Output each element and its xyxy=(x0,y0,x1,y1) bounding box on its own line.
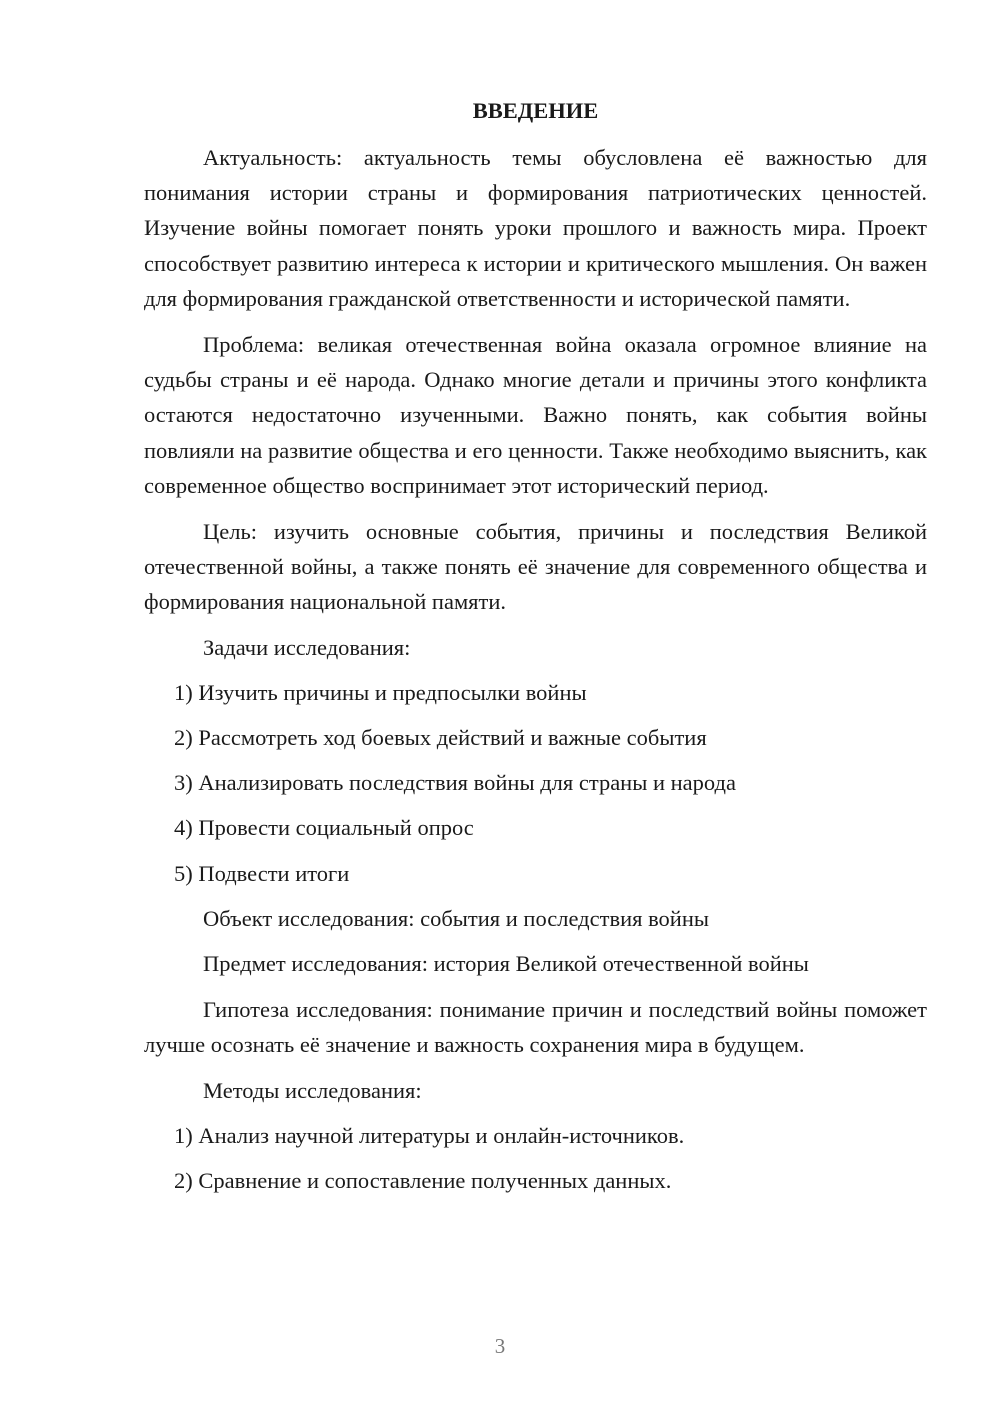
paragraph-goal: Цель: изучить основные события, причины и последствия Великой отечественной войны, а также понять её значение для современного общества и формирования национальной памяти. xyxy=(144,519,927,615)
list-item: 1) Анализ научной литературы и онлайн-источников. xyxy=(174,1122,685,1148)
list-item: 3) Анализировать последствия войны для страны и народа xyxy=(174,770,736,796)
paragraph-subject: Предмет исследования: история Великой отечественной войны xyxy=(203,950,809,976)
list-item: 2) Рассмотреть ход боевых действий и важные события xyxy=(174,725,707,751)
paragraph-problem: Проблема: великая отечественная война оказала огромное влияние на судьбы страны и её народа. Однако многие детали и причины этого конфликта остаются недостаточно изученными. Важно понять, как события войны повлияли на развитие общества и его ценности. Также необходимо выяснить, как современное общество воспринимает этот исторический период. xyxy=(144,332,927,498)
tasks-heading: Задачи исследования: xyxy=(203,634,411,660)
list-item: 5) Подвести итоги xyxy=(174,860,350,886)
list-item: 2) Сравнение и сопоставление полученных данных. xyxy=(174,1167,672,1193)
paragraph-hypothesis: Гипотеза исследования: понимание причин и последствий войны поможет лучше осознать её значение и важность сохранения мира в будущем. xyxy=(144,997,927,1058)
page-content xyxy=(144,94,927,1209)
paragraph-object: Объект исследования: события и последствия войны xyxy=(203,905,709,931)
page-number: 3 xyxy=(494,1334,506,1358)
paragraph-relevance: Актуальность: актуальность темы обусловлена её важностью для понимания истории страны и формирования патриотических ценностей. Изучение войны помогает понять уроки прошлого и важность мира. Проект способствует развитию интереса к истории и критического мышления. Он важен для формирования гражданской ответственности и исторической памяти. xyxy=(144,145,927,311)
methods-list xyxy=(144,1119,927,1198)
list-item: 4) Провести социальный опрос xyxy=(174,815,474,841)
methods-heading: Методы исследования: xyxy=(203,1077,422,1103)
tasks-list xyxy=(144,676,927,891)
list-item: 1) Изучить причины и предпосылки войны xyxy=(174,679,587,705)
section-title: ВВЕДЕНИЕ xyxy=(472,98,599,123)
